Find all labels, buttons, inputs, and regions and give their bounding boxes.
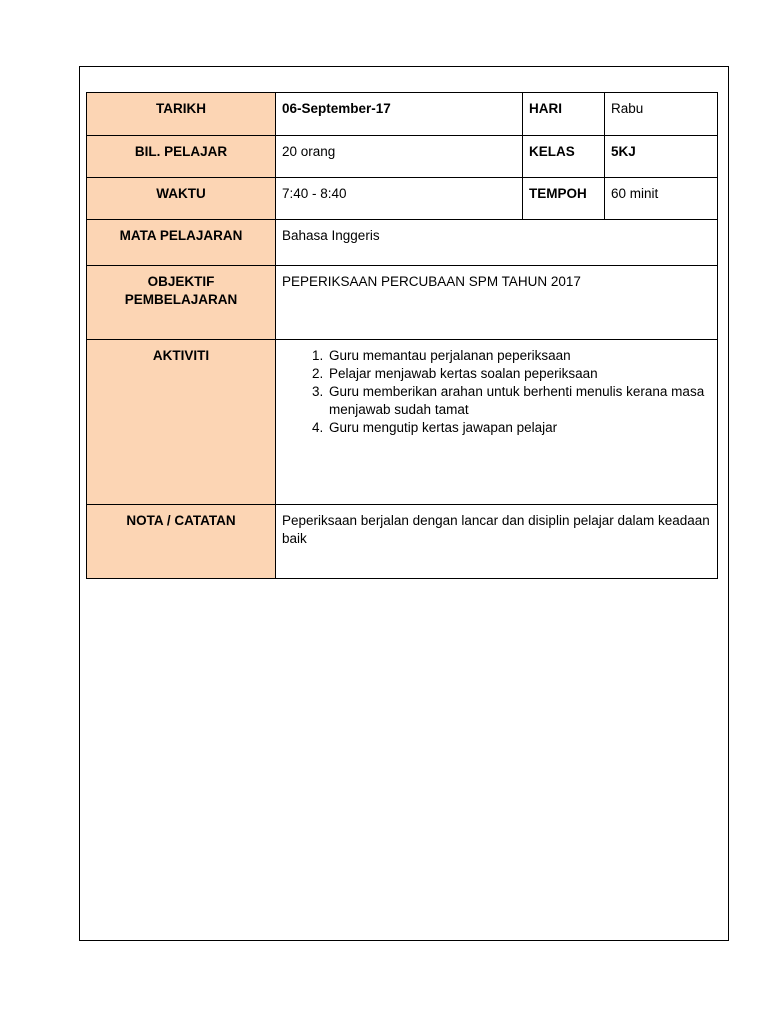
row-objektif: [87, 266, 718, 340]
aktiviti-label: AKTIVITI: [87, 340, 276, 505]
aktiviti-value: [276, 340, 718, 505]
aktiviti-item: 2. Pelajar menjawab kertas soalan peperiksaan: [327, 365, 711, 383]
row-nota: [87, 505, 718, 579]
row-tarikh: [87, 93, 718, 136]
nota-value: Peperiksaan berjalan dengan lancar dan disiplin pelajar dalam keadaan baik: [276, 505, 718, 579]
row-bil-pelajar: [87, 136, 718, 178]
objektif-label-line1: OBJEKTIF: [147, 274, 215, 289]
row-aktiviti: [87, 340, 718, 505]
tarikh-value: 06-September-17: [276, 93, 523, 136]
tarikh-label: TARIKH: [87, 93, 276, 136]
hari-value: Rabu: [605, 93, 718, 136]
aktiviti-item: 3. Guru memberikan arahan untuk berhenti menulis kerana masa menjawab sudah tamat: [327, 383, 711, 419]
tempoh-label: TEMPOH: [523, 178, 605, 220]
tempoh-value: 60 minit: [605, 178, 718, 220]
kelas-value: 5KJ: [605, 136, 718, 178]
objektif-label: [87, 266, 276, 340]
objektif-value: PEPERIKSAAN PERCUBAAN SPM TAHUN 2017: [276, 266, 718, 340]
aktiviti-item: 4. Guru mengutip kertas jawapan pelajar: [327, 419, 711, 437]
aktiviti-item: 1. Guru memantau perjalanan peperiksaan: [327, 347, 711, 365]
bil-pelajar-value: 20 orang: [276, 136, 523, 178]
waktu-label: WAKTU: [87, 178, 276, 220]
bil-pelajar-label: BIL. PELAJAR: [87, 136, 276, 178]
kelas-label: KELAS: [523, 136, 605, 178]
nota-label: NOTA / CATATAN: [87, 505, 276, 579]
row-waktu: [87, 178, 718, 220]
mata-pelajaran-value: Bahasa Inggeris: [276, 220, 718, 266]
waktu-value: 7:40 - 8:40: [276, 178, 523, 220]
lesson-record-table: [86, 92, 718, 579]
objektif-label-line2: PEMBELAJARAN: [124, 292, 238, 307]
aktiviti-list: [282, 347, 711, 437]
mata-pelajaran-label: MATA PELAJARAN: [87, 220, 276, 266]
row-mata-pelajaran: [87, 220, 718, 266]
hari-label: HARI: [523, 93, 605, 136]
